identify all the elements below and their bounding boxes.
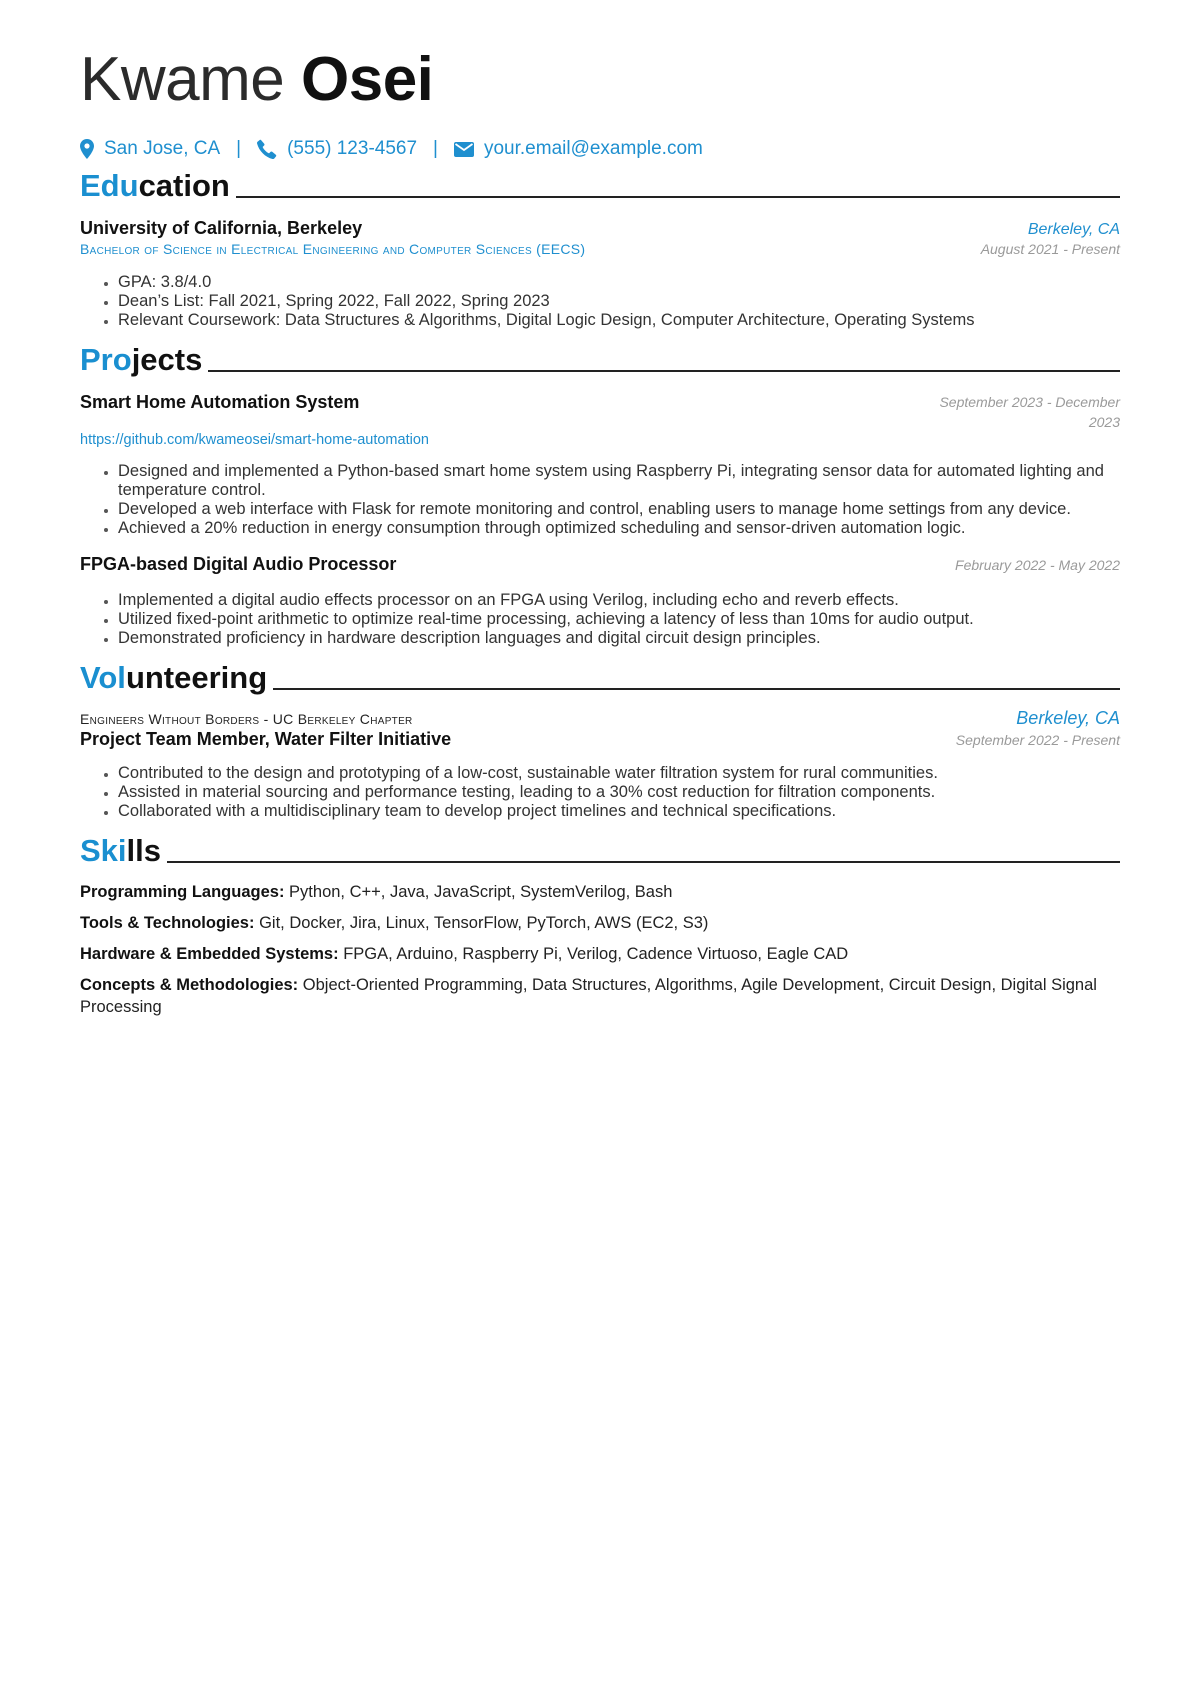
list-item: • Contributed to the design and prototyping of a low-cost, sustainable water filtration system for rural communities. [118, 764, 1120, 783]
school-location: Berkeley, CA [1027, 221, 1120, 238]
degree: Bachelor of Science in Electrical Engineering and Computer Sciences (EECS) [80, 241, 586, 257]
project-bullets [80, 591, 1120, 648]
skill-row [80, 974, 1120, 1018]
list-item: • GPA: 3.8/4.0 [118, 273, 1120, 292]
skill-value: Python, C++, Java, JavaScript, SystemVerilog, Bash [289, 883, 673, 901]
phone-icon [257, 139, 277, 159]
list-item: • Implemented a digital audio effects processor on an FPGA using Verilog, including echo and reverb effects. [118, 591, 1120, 610]
skill-row [80, 943, 1120, 965]
skills-heading [80, 833, 1120, 869]
role-row [80, 729, 1120, 750]
education-heading [80, 168, 1120, 204]
project-title: FPGA-based Digital Audio Processor [80, 554, 397, 574]
section-title: Volunteering [80, 660, 268, 695]
first-name: Kwame [80, 45, 285, 114]
school-name: University of California, Berkeley [80, 218, 363, 238]
section-title: Education [80, 168, 230, 203]
section-rule [167, 861, 1120, 863]
location-text: San Jose, CA [104, 138, 221, 159]
contact-bar [80, 138, 1120, 160]
contact-email[interactable] [454, 138, 703, 160]
candidate-name [80, 44, 1120, 116]
volunteer-location: Berkeley, CA [1016, 708, 1120, 728]
skill-label: Programming Languages: [80, 883, 285, 901]
volunteer-role: Project Team Member, Water Filter Initiative [80, 729, 452, 749]
skill-value: Object-Oriented Programming, Data Structures, Algorithms, Agile Development, Circuit Design, Digital Signal Processing [80, 976, 1097, 1016]
section-rule [273, 688, 1120, 690]
projects-heading [80, 342, 1120, 378]
list-item: • Assisted in material sourcing and performance testing, leading to a 30% cost reduction for filtration components. [118, 783, 1120, 802]
section-title: Skills [80, 833, 161, 868]
project-dates: February 2022 - May 2022 [955, 557, 1120, 573]
envelope-icon [454, 142, 474, 157]
skill-label: Concepts & Methodologies: [80, 976, 299, 994]
skill-row [80, 881, 1120, 903]
email-link: your.email@example.com [483, 138, 703, 159]
volunteer-bullets [80, 764, 1120, 821]
education-bullets [80, 273, 1120, 330]
skill-value: FPGA, Arduino, Raspberry Pi, Verilog, Cadence Virtuoso, Eagle CAD [343, 945, 849, 963]
list-item: • Demonstrated proficiency in hardware description languages and digital circuit design principles. [118, 629, 1120, 648]
contact-separator: | [433, 138, 438, 159]
project-entry [80, 554, 1120, 575]
last-name: Osei [300, 45, 434, 114]
section-title: Projects [80, 342, 203, 377]
list-item: • Collaborated with a multidisciplinary team to develop project timelines and technical specifications. [118, 802, 1120, 821]
skill-row [80, 912, 1120, 934]
list-item: • Relevant Coursework: Data Structures & Algorithms, Digital Logic Design, Computer Architecture, Operating Systems [118, 311, 1120, 330]
organization: Engineers Without Borders - UC Berkeley Chapter [80, 711, 413, 727]
list-item: • Utilized fixed-point arithmetic to optimize real-time processing, achieving a latency of less than 10ms for audio output. [118, 610, 1120, 629]
section-rule [236, 196, 1120, 198]
project-dates: September 2023 - December 2023 [939, 394, 1120, 430]
section-rule [208, 370, 1120, 372]
education-entry [80, 218, 1120, 239]
skill-label: Tools & Technologies: [80, 914, 255, 932]
list-item: • Developed a web interface with Flask for remote monitoring and control, enabling users to manage home settings from any device. [118, 500, 1110, 519]
list-item: • Designed and implemented a Python-based smart home system using Raspberry Pi, integrating sensor data for automated lighting and temperature control. [118, 462, 1110, 500]
project-bullets [80, 462, 1120, 538]
degree-row [80, 241, 1120, 257]
contact-phone[interactable] [257, 138, 417, 160]
education-dates: August 2021 - Present [980, 241, 1120, 257]
project-entry [80, 392, 1120, 432]
map-pin-icon [80, 139, 94, 159]
contact-separator: | [236, 138, 242, 159]
contact-location [80, 138, 220, 160]
phone-text: (555) 123-4567 [287, 138, 418, 159]
project-link[interactable]: https://github.com/kwameosei/smart-home-automation [80, 432, 429, 448]
list-item: • Dean’s List: Fall 2021, Spring 2022, Fall 2022, Spring 2023 [118, 292, 1120, 311]
volunteer-entry [80, 708, 1120, 729]
project-title: Smart Home Automation System [80, 392, 360, 412]
skill-label: Hardware & Embedded Systems: [80, 945, 339, 963]
list-item: • Achieved a 20% reduction in energy consumption through optimized scheduling and sensor-driven automation logic. [118, 519, 1110, 538]
volunteer-dates: September 2022 - Present [955, 732, 1120, 748]
volunteering-heading [80, 660, 1120, 696]
skill-value: Git, Docker, Jira, Linux, TensorFlow, PyTorch, AWS (EC2, S3) [259, 914, 709, 932]
